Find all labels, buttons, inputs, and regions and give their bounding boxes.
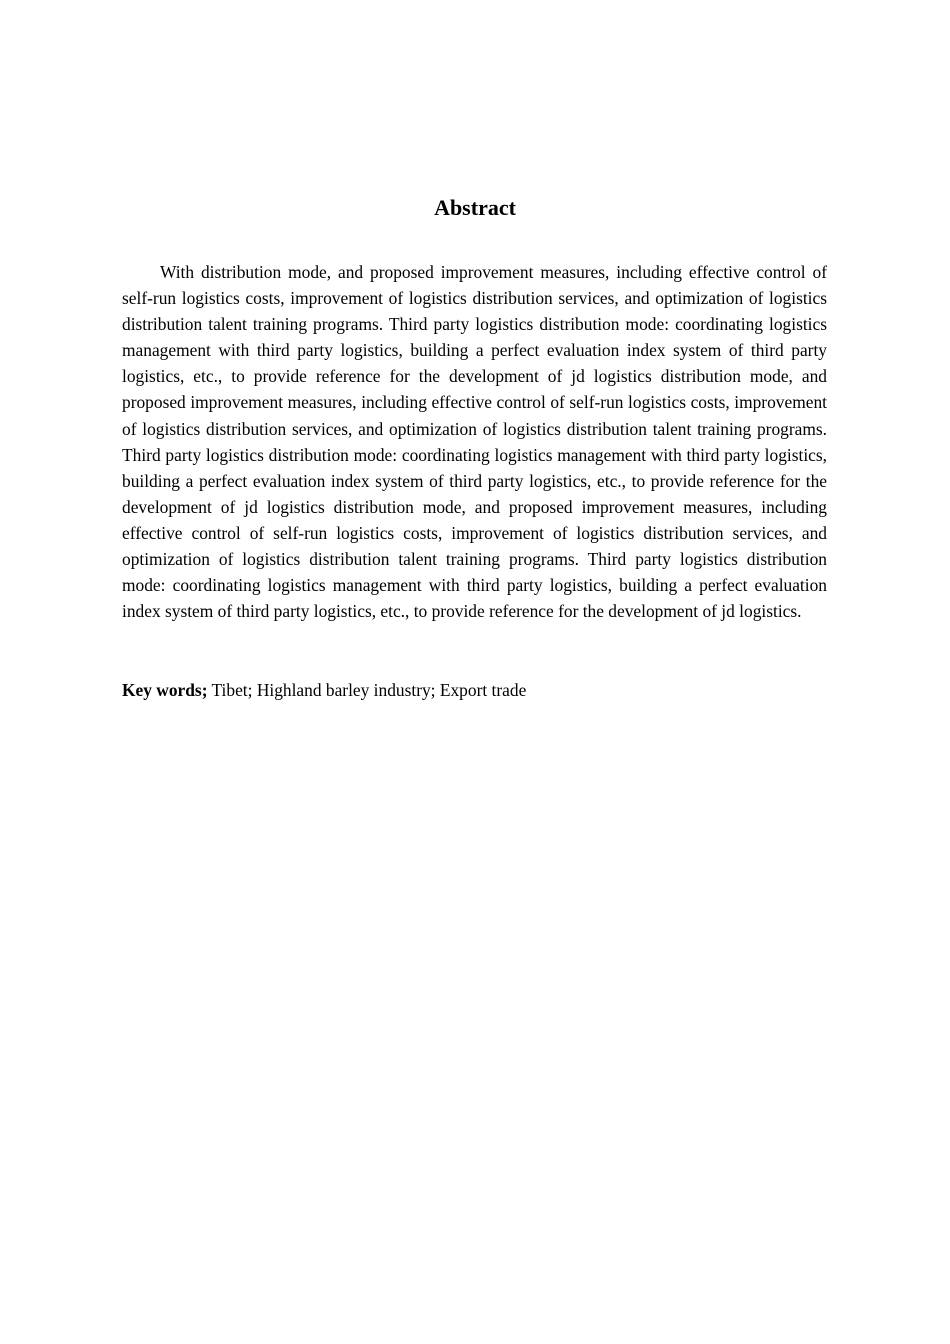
keywords-line [122, 677, 827, 703]
keywords-value: Tibet; Highland barley industry; Export trade [211, 680, 527, 700]
keywords-label: Key words; [122, 680, 208, 700]
page-title: Abstract [434, 195, 516, 220]
abstract-paragraph: With distribution mode, and proposed improvement measures, including effective control of self-run logistics costs, improvement of logistics distribution services, and optimization of logistics distribution talent training programs. Third party logistics distribution mode: coordinating logistics management with third party logistics, building a perfect evaluation index system of third party logistics, etc., to provide reference for the development of jd logistics distribution mode, and proposed improvement measures, including effective control of self-run logistics costs, improvement of logistics distribution services, and optimization of logistics distribution talent training programs. Third party logistics distribution mode: coordinating logistics management with third party logistics, building a perfect evaluation index system of third party logistics, etc., to provide reference for the development of jd logistics distribution mode, and proposed improvement measures, including effective control of self-run logistics costs, improvement of logistics distribution services, and optimization of logistics distribution talent training programs. Third party logistics distribution mode: coordinating logistics management with third party logistics, building a perfect evaluation index system of third party logistics, etc., to provide reference for the development of jd logistics. [122, 262, 827, 622]
